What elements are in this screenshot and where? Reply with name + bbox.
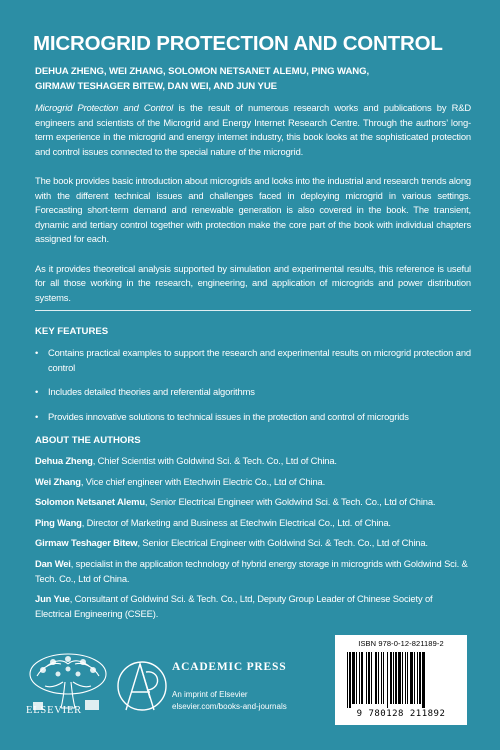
author-description: , specialist in the application technology of hybrid energy storage in microgrids with Goldwind Sci. & Tech. Co., Ltd of China. (35, 557, 468, 584)
author-entry (35, 475, 471, 490)
description-paragraph-2: The book provides basic introduction about microgrids and looks into the industrial and research trends along with the different technical issues and challenges faced in deploying microgrid in various settings. Forecasting short-term demand and renewable generation is also covered in the book. The transient, dynamic and tertiary control together with protection make the core part of the book with individual chapters assigned for each. (35, 174, 471, 245)
author-byline (35, 64, 475, 94)
key-features-list (35, 346, 471, 434)
author-entry (35, 516, 471, 531)
key-feature-text: Provides innovative solutions to technical issues in the protection and control of microgrids (48, 410, 409, 422)
description-paragraph-1-text: is the result of numerous research works and publications by R&D engineers and scientists of the Microgrid and Energy Internet Research Centre. Through the authors’ long-term experience in the microgrid and energy internet industry, this book looks at the sophisticated protection and control issues connected to the special nature of the microgrid. (35, 102, 471, 157)
isbn-barcode-box (335, 635, 467, 725)
bullet-icon: • (35, 347, 39, 358)
key-feature-item (35, 346, 471, 375)
academic-press-name: ACADEMIC PRESS (172, 661, 287, 673)
academic-press-logo-icon (116, 652, 168, 724)
publisher-url-link[interactable]: elsevier.com/books-and-journals (172, 702, 287, 711)
author-name: Girmaw Teshager Bitew (35, 537, 138, 549)
author-entry (35, 536, 471, 551)
author-entry (35, 495, 471, 510)
author-entry (35, 557, 471, 586)
barcode-number: 9 780128 211892 (356, 709, 446, 719)
author-description: , Consultant of Goldwind Sci. & Tech. Co., Ltd, Deputy Group Leader of Chinese Society of Electrical Engineering (CSEE). (35, 593, 433, 619)
key-feature-item (35, 385, 471, 400)
author-description: , Director of Marketing and Business at Etechwin Electrical Co., Ltd. of China. (81, 516, 391, 528)
author-entry (35, 592, 471, 621)
description-paragraph-1 (35, 101, 471, 159)
author-description: , Chief Scientist with Goldwind Sci. & Tech. Co., Ltd of China. (92, 455, 337, 466)
book-title: MICROGRID PROTECTION AND CONTROL (33, 32, 443, 55)
author-byline-line-1: DEHUA ZHENG, WEI ZHANG, SOLOMON NETSANET ALEMU, PING WANG, (35, 66, 370, 77)
author-name: Dehua Zheng (35, 455, 93, 466)
book-title-italic: Microgrid Protection and Control (35, 102, 174, 113)
bullet-icon: • (35, 386, 39, 398)
key-feature-text: Contains practical examples to support the research and experimental results on microgrid protection and control (48, 347, 471, 373)
about-authors-heading: ABOUT THE AUTHORS (35, 435, 141, 446)
key-feature-item (35, 410, 471, 425)
author-entry (35, 454, 471, 469)
barcode-icon (345, 652, 457, 708)
author-name: Ping Wang (35, 516, 82, 528)
author-description: , Vice chief engineer with Etechwin Electric Co., Ltd of China. (80, 475, 326, 487)
book-description (35, 101, 471, 311)
author-name: Dan Wei (35, 557, 71, 569)
about-authors-list (35, 454, 471, 627)
elsevier-wordmark: ELSEVIER (26, 705, 82, 716)
divider-rule (35, 310, 471, 311)
description-paragraph-3: As it provides theoretical analysis supported by simulation and experimental results, this reference is useful for all those working in the research, engineering, and application of microgrids and power distribution systems. (35, 262, 471, 303)
author-name: Jun Yue (35, 593, 70, 605)
author-description: , Senior Electrical Engineer with Goldwind Sci. & Tech. Co., Ltd of China. (144, 496, 436, 508)
author-name: Solomon Netsanet Alemu (35, 496, 145, 508)
imprint-note: An imprint of Elsevier (172, 690, 248, 699)
key-features-heading: KEY FEATURES (35, 326, 109, 337)
key-feature-text: Includes detailed theories and referential algorithms (48, 386, 255, 398)
author-byline-line-2: GIRMAW TESHAGER BITEW, DAN WEI, AND JUN YUE (35, 81, 277, 92)
author-name: Wei Zhang (35, 475, 81, 487)
bullet-icon: • (35, 410, 39, 422)
author-description: , Senior Electrical Engineer with Goldwind Sci. & Tech. Co., Ltd of China. (137, 537, 428, 549)
isbn-label: ISBN 978-0-12-821189-2 (358, 639, 444, 648)
